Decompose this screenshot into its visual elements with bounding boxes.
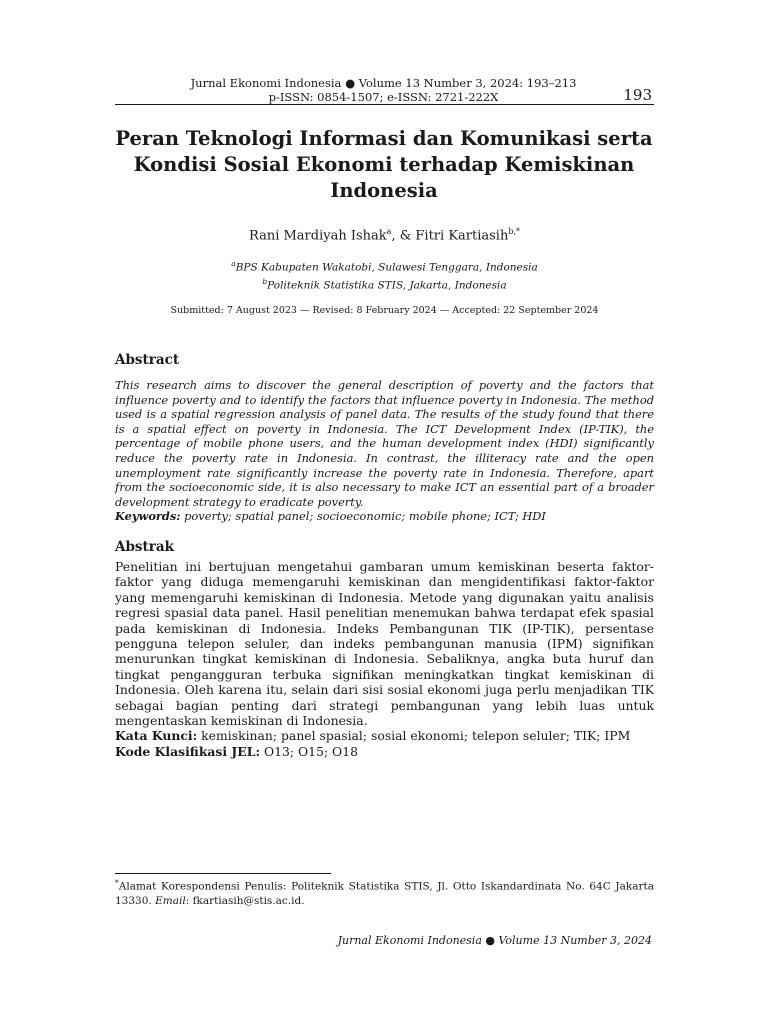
- abstract-heading: Abstract: [115, 352, 180, 368]
- email-address[interactable]: fkartiasih@stis.ac.id.: [192, 894, 305, 907]
- abstract-indonesian-body: Penelitian ini bertujuan mengetahui gambaran umum kemiskinan beserta faktor-faktor yang diduga memengaruhi kemiskinan dan mengidentifikasi faktor-faktor yang memengaruhi kemiskinan di Indonesia. Metode yang digunakan yaitu analisis regresi spasial data panel. Hasil penelitian menemukan bahwa terdapat efek spasial pada kemiskinan di Indonesia. Indeks Pembangunan TIK (IP-TIK), persentase pengguna telepon seluler, dan indeks pembangunan manusia (IPM) signifikan menurunkan tingkat kemiskinan di Indonesia. Sebaliknya, angka buta huruf dan tingkat pengangguran terbuka signifikan meningkatkan tingkat kemiskinan di Indonesia. Oleh karena itu, selain dari sisi sosial ekonomi juga perlu menjadikan TIK sebagai bagian penting dari strategi pembangunan yang lebih luas untuk mengentaskan kemiskinan di Indonesia.: [115, 559, 654, 729]
- kata-kunci-line: [115, 728, 654, 743]
- running-header: [115, 76, 652, 104]
- issn-line: p-ISSN: 0854-1507; e-ISSN: 2721-222X: [268, 90, 499, 104]
- abstract-english-body: This research aims to discover the general description of poverty and the factors that influence poverty and to identify the factors that influence poverty in Indonesia. The method used is a spatial regression analysis of panel data. The results of the study found that there is a spatial effect on poverty in Indonesia. The ICT Development Index (IP-TIK), the percentage of mobile phone users, and the human development index (HDI) significantly reduce the poverty rate in Indonesia. In contrast, the illiteracy rate and the open unemployment rate significantly increase the poverty rate in Indonesia. Therefore, apart from the socioeconomic side, it is also necessary to make ICT an essential part of a broader development strategy to eradicate poverty.: [115, 378, 654, 509]
- page-number: 193: [623, 86, 652, 104]
- title-line-1: Peran Teknologi Informasi dan Komunikasi serta: [115, 127, 653, 150]
- title-line-2: Kondisi Sosial Ekonomi terhadap Kemiskinan: [133, 153, 635, 176]
- paper-title: [100, 126, 668, 204]
- keywords-text: poverty; spatial panel; socioeconomic; mobile phone; ICT; HDI: [184, 509, 546, 524]
- abstract-english: [115, 378, 654, 524]
- abstrak-heading: Abstrak: [115, 539, 174, 555]
- jel-line: [115, 744, 654, 759]
- author-separator: , &: [391, 228, 416, 244]
- journal-citation-line: Jurnal Ekonomi Indonesia ● Volume 13 Number 3, 2024: 193–213: [190, 76, 577, 90]
- jel-label: Kode Klasifikasi JEL:: [115, 743, 261, 759]
- footnote-rule: [115, 873, 331, 874]
- abstract-indonesian: [115, 559, 654, 759]
- keywords-label: Keywords:: [115, 509, 181, 524]
- author-1: Rani Mardiyah Ishak: [248, 228, 387, 244]
- email-label: Email: [155, 894, 186, 907]
- author-2: Fitri Kartiasih: [415, 228, 509, 244]
- submission-dates: Submitted: 7 August 2023 — Revised: 8 February 2024 — Accepted: 22 September 2024: [170, 305, 599, 316]
- keywords-line: [115, 509, 654, 524]
- author-1-affil-mark: a: [386, 227, 392, 236]
- correspondence-footnote: *Alamat Korespondensi Penulis: Politeknik Statistika STIS, Jl. Otto Iskandardinata No. 64C Jakarta 13330. Email: fkartiasih@stis.ac.id.: [115, 878, 654, 907]
- title-line-3: Indonesia: [330, 179, 438, 202]
- affiliation-a: $^a$BPS Kabupaten Wakatobi, Sulawesi Tenggara, Indonesia: [231, 259, 538, 274]
- running-footer: Jurnal Ekonomi Indonesia ● Volume 13 Number 3, 2024: [337, 934, 652, 947]
- affiliations: [115, 257, 654, 292]
- kata-kunci-text: kemiskinan; panel spasial; sosial ekonomi; telepon seluler; TIK; IPM: [201, 728, 631, 744]
- jel-codes: O13; O15; O18: [263, 743, 358, 759]
- kata-kunci-label: Kata Kunci:: [115, 728, 198, 744]
- author-list: [115, 227, 654, 243]
- footnote-mark: *: [115, 878, 119, 887]
- footnote-text: Alamat Korespondensi Penulis: Politeknik Statistika STIS, Jl. Otto Iskandardinata No. 64C Jakarta 13330.: [115, 880, 654, 907]
- header-rule: [115, 104, 654, 105]
- affiliation-b: $^b$Politeknik Statistika STIS, Jakarta, Indonesia: [262, 276, 507, 291]
- author-2-affil-mark: b,*: [508, 227, 520, 236]
